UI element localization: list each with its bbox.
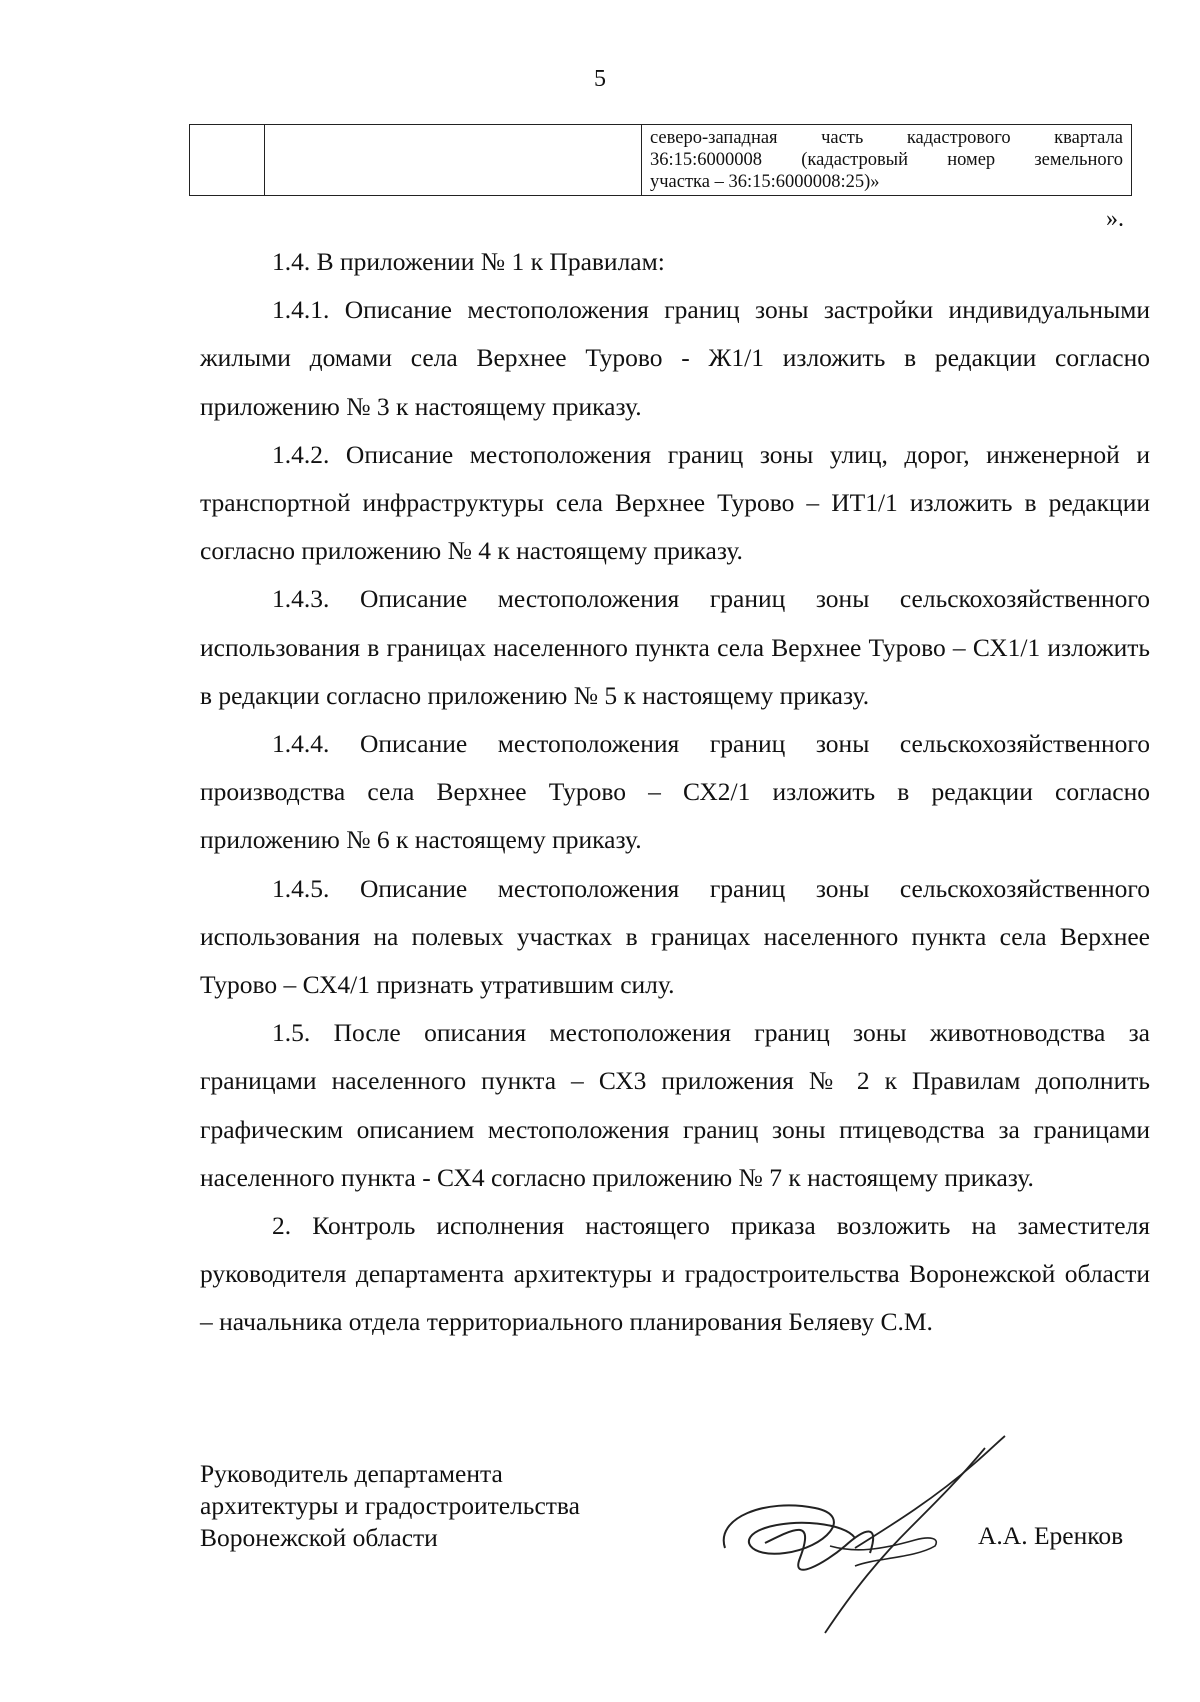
table-cell-name <box>265 125 642 196</box>
table-cell-line: северо-западная часть кадастрового квартала <box>650 128 1123 148</box>
table-cell-description <box>642 125 1132 196</box>
document-body <box>200 238 1150 1347</box>
table-cell-number <box>190 125 265 196</box>
table-row <box>190 125 1132 196</box>
paragraph-1-4-5: 1.4.5. Описание местоположения границ зоны сельскохозяйственного использования на полевых участках в границах населенного пункта села Верхнее Турово – СХ4/1 признать утратившим силу. <box>200 873 1150 1000</box>
paragraph-1-4: 1.4. В приложении № 1 к Правилам: <box>272 247 665 276</box>
table-cell-line: участка – 36:15:6000008:25)» <box>650 172 880 192</box>
closing-quote: ». <box>1106 206 1124 232</box>
table-cell-line: 36:15:6000008 (кадастровый номер земельного <box>650 150 1123 170</box>
position-line: архитектуры и градостроительства <box>200 1491 580 1520</box>
continued-table <box>189 124 1132 196</box>
signatory-position <box>200 1458 580 1554</box>
paragraph-1-4-1: 1.4.1. Описание местоположения границ зоны застройки индивидуальными жилыми домами села Верхнее Турово - Ж1/1 изложить в редакции согласно приложению № 3 к настоящему приказу. <box>200 295 1150 421</box>
paragraph-1-4-3: 1.4.3. Описание местоположения границ зоны сельскохозяйственного использования в границах населенного пункта села Верхнее Турово – СХ1/1 изложить в редакции согласно приложению № 5 к настоящему приказу. <box>200 584 1150 710</box>
paragraph-1-4-4: 1.4.4. Описание местоположения границ зоны сельскохозяйственного производства села Верхнее Турово – СХ2/1 изложить в редакции согласно приложению № 6 к настоящему приказу. <box>200 729 1150 855</box>
signatory-name: А.А. Еренков <box>978 1521 1124 1550</box>
page-number: 5 <box>594 66 606 92</box>
paragraph-2: 2. Контроль исполнения настоящего приказа возложить на заместителя руководителя департамента архитектуры и градостроительства Воронежской области – начальника отдела территориального планирования Беляеву С.М. <box>200 1211 1150 1337</box>
position-line: Воронежской области <box>200 1523 438 1552</box>
position-line: Руководитель департамента <box>200 1459 503 1488</box>
paragraph-1-4-2: 1.4.2. Описание местоположения границ зоны улиц, дорог, инженерной и транспортной инфраструктуры села Верхнее Турово – ИТ1/1 изложить в редакции согласно приложению № 4 к настоящему приказу. <box>200 439 1150 566</box>
paragraph-1-5: 1.5. После описания местоположения границ зоны животноводства за границами населенного пункта – СХ3 приложения № 2 к Правилам дополнить графическим описанием местоположения границ зоны птицеводства за границами населенного пункта - СХ4 согласно приложению № 7 к настоящему приказу. <box>200 1018 1150 1192</box>
